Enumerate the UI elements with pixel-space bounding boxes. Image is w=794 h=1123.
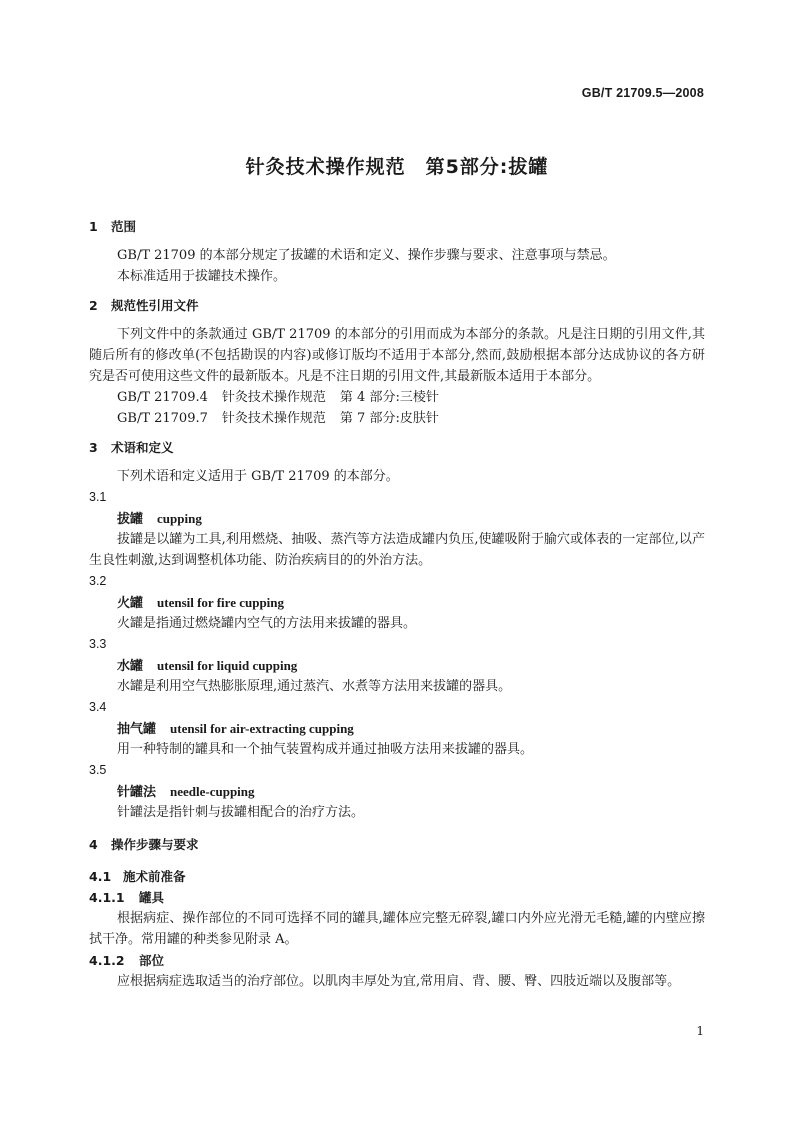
term-en: cupping: [157, 511, 202, 526]
reference-title: 针灸技术操作规范: [221, 411, 326, 426]
paragraph: GB/T 21709 的本部分规定了拔罐的术语和定义、操作步骤与要求、注意事项与禁忌。: [117, 248, 616, 263]
paragraph: 下列文件中的条款通过 GB/T 21709 的本部分的引用而成为本部分的条款。凡是注日期的引用文件,其随后所有的修改单(不包括勘误的内容)或修订版均不适用于本部分,然而,鼓励根据本部分达成协议的各方研究是否可使用这些文件的最新版本。凡是不注日期的引用文件,其最新版本适用于本部分。: [89, 327, 705, 384]
term-number: 3.5: [89, 763, 107, 777]
section-title: 操作步骤与要求: [111, 837, 199, 852]
section-number: 4: [89, 837, 98, 852]
subsection-heading-4-1-2: [89, 950, 705, 971]
term-en: utensil for liquid cupping: [157, 658, 298, 673]
term-number: 3.2: [89, 574, 107, 588]
term-number: 3.1: [89, 490, 107, 504]
term-entry: [89, 592, 705, 613]
paragraph: 根据病症、操作部位的不同可选择不同的罐具,罐体应完整无碎裂,罐口内外应光滑无毛糙,罐的内壁应擦拭干净。常用罐的种类参见附录 A。: [89, 911, 705, 947]
reference-item: [89, 387, 705, 408]
term-entry: [89, 718, 705, 739]
section-number: 3: [89, 440, 98, 455]
term-zh: 针罐法: [117, 785, 157, 800]
section-number: 4.1.1: [89, 890, 125, 905]
term-entry: [89, 508, 705, 529]
term-en: utensil for fire cupping: [157, 595, 285, 610]
section-title: 施术前准备: [123, 869, 186, 884]
term-en: needle-cupping: [170, 784, 255, 799]
section-heading-4: [89, 834, 705, 855]
section-heading-1: [89, 216, 705, 237]
subsection-heading-4-1: [89, 866, 705, 887]
term-en: utensil for air-extracting cupping: [170, 721, 354, 736]
reference-item: [89, 408, 705, 429]
section-title: 规范性引用文件: [111, 298, 199, 313]
standard-number: GB/T 21709.5—2008: [581, 86, 704, 100]
reference-part: 第 7 部分:皮肤针: [339, 411, 439, 426]
term-entry: [89, 655, 705, 676]
term-definition: 水罐是利用空气热膨胀原理,通过蒸汽、水煮等方法用来拔罐的器具。: [117, 679, 512, 694]
term-zh: 水罐: [117, 659, 144, 674]
term-number: 3.4: [89, 700, 107, 714]
section-title: 部位: [139, 953, 165, 968]
reference-title: 针灸技术操作规范: [221, 390, 326, 405]
term-zh: 抽气罐: [117, 722, 157, 737]
term-definition: 火罐是指通过燃烧罐内空气的方法用来拔罐的器具。: [117, 616, 417, 631]
paragraph: 本标准适用于拔罐技术操作。: [117, 269, 287, 284]
reference-part: 第 4 部分:三棱针: [339, 390, 439, 405]
document-body: [89, 216, 705, 992]
section-heading-2: [89, 295, 705, 316]
section-title: 范围: [111, 219, 137, 234]
term-number: 3.3: [89, 637, 107, 651]
section-heading-3: [89, 437, 705, 458]
section-title: 罐具: [139, 890, 165, 905]
term-definition: 针罐法是指针刺与拔罐相配合的治疗方法。: [117, 805, 365, 820]
section-number: 2: [89, 298, 98, 313]
subsection-heading-4-1-1: [89, 887, 705, 908]
term-definition: 用一种特制的罐具和一个抽气装置构成并通过抽吸方法用来拔罐的器具。: [117, 742, 534, 757]
term-entry: [89, 781, 705, 802]
document-title: 针灸技术操作规范 第5部分:拔罐: [245, 156, 549, 178]
section-number: 4.1: [89, 869, 112, 884]
paragraph: 下列术语和定义适用于 GB/T 21709 的本部分。: [117, 469, 399, 484]
page-number: 1: [696, 1024, 704, 1038]
reference-code: GB/T 21709.4: [117, 390, 208, 405]
term-zh: 火罐: [117, 596, 144, 611]
reference-code: GB/T 21709.7: [117, 411, 208, 426]
term-definition: 拔罐是以罐为工具,利用燃烧、抽吸、蒸汽等方法造成罐内负压,使罐吸附于腧穴或体表的一定部位,以产生良性刺激,达到调整机体功能、防治疾病目的的外治方法。: [89, 532, 705, 568]
section-title: 术语和定义: [111, 440, 174, 455]
section-number: 1: [89, 219, 98, 234]
term-zh: 拔罐: [117, 512, 144, 527]
section-number: 4.1.2: [89, 953, 125, 968]
paragraph: 应根据病症选取适当的治疗部位。以肌肉丰厚处为宜,常用肩、背、腰、臀、四肢近端以及腹部等。: [117, 974, 681, 989]
